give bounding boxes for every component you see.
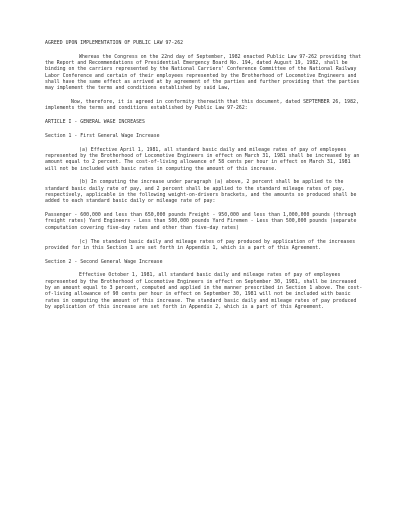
section-1-paragraph-a: (a) Effective April 1, 1981, all standard basic daily and mileage rates of pay of employees represented by the Brotherhood of Locomotive Engineers in effect on March 31, 1981 shall be increased by an amount equal to 2 percent. The cost-of-living allowance of 58 cents per hour in effect on March 31, 1981 will not be included with basic rates in computing the amount of this increase. xyxy=(45,147,360,172)
weight-brackets-paragraph: Passenger - 600,000 and less than 650,000 pounds Freight - 950,000 and less than 1,000,000 pounds (through freight rates) Yard Engineers - Less than 500,000 pounds Yard Firemen - Less than 500,000 pounds (separate computation covering five-day rates and other than five-day rates) xyxy=(45,213,357,231)
spacer xyxy=(45,93,365,101)
now-therefore-paragraph: Now, therefore, it is agreed in conformity therewith that this document, dated SEPTEMBER 26, 1982, implements the terms and conditions established by Public Law 97-262: xyxy=(45,100,359,112)
document-body xyxy=(45,41,365,311)
article-heading: ARTICLE I - GENERAL WAGE INCREASES xyxy=(45,120,145,126)
document-heading: AGREED UPON IMPLEMENTATION OF PUBLIC LAW 97-262 xyxy=(45,41,184,46)
spacer xyxy=(45,232,365,240)
section-2-heading: Section 2 - Second General Wage Increase xyxy=(45,259,163,265)
section-1-paragraph-b: (b) In computing the increase under paragraph (a) above, 2 percent shall be applied to the standard basic daily rate of pay, and 2 percent shall be applied to the standard mileage rates of pay, respectively, applicable in the following weight-on-drivers brackets, and the amounts so produced shall be added to each standard basic daily or mileage rate of pay: xyxy=(45,180,357,205)
spacer xyxy=(45,140,365,148)
spacer xyxy=(45,47,365,55)
section-1-paragraph-c: (c) The standard basic daily and mileage rates of pay produced by application of the increases provided for in this Section 1 are set forth in Appendix 1, which is a part of this Agreement. xyxy=(45,239,356,251)
spacer xyxy=(45,126,365,134)
section-1-heading: Section 1 - First General Wage Increase xyxy=(45,133,160,139)
whereas-paragraph: Whereas the Congress on the 22nd day of September, 1982 enacted Public Law 97-262 providing that the Report and Recommendations of Presidential Emergency Board No. 194, dated August 19, 1982, shall be binding on the carriers represented by the National Carriers' Conference Committee of the National Railway Labor Conference and certain of their employees represented by the Brotherhood of Locomotive Engineers and shall have the same effect as arrived at by agreement of the parties and further providing that the parties may implement the terms and conditions established by said Law, xyxy=(45,54,362,92)
section-2-paragraph: Effective October 1, 1981, all standard basic daily and mileage rates of pay of employees represented by the Brotherhood of Locomotive Engineers in effect on September 30, 1981, shall be increased by an amount equal to 3 percent, computed and applied in the manner prescribed in Section 1 above. The cost-of-living allowance of 90 cents per hour in effect on September 30, 1981 will not be included with basic rates in computing the amount of this increase. The standard basic daily and mileage rates of pay produced by application of this increase are set forth in Appendix 2, which is a part of this Agreement. xyxy=(45,273,363,310)
spacer xyxy=(45,252,365,260)
